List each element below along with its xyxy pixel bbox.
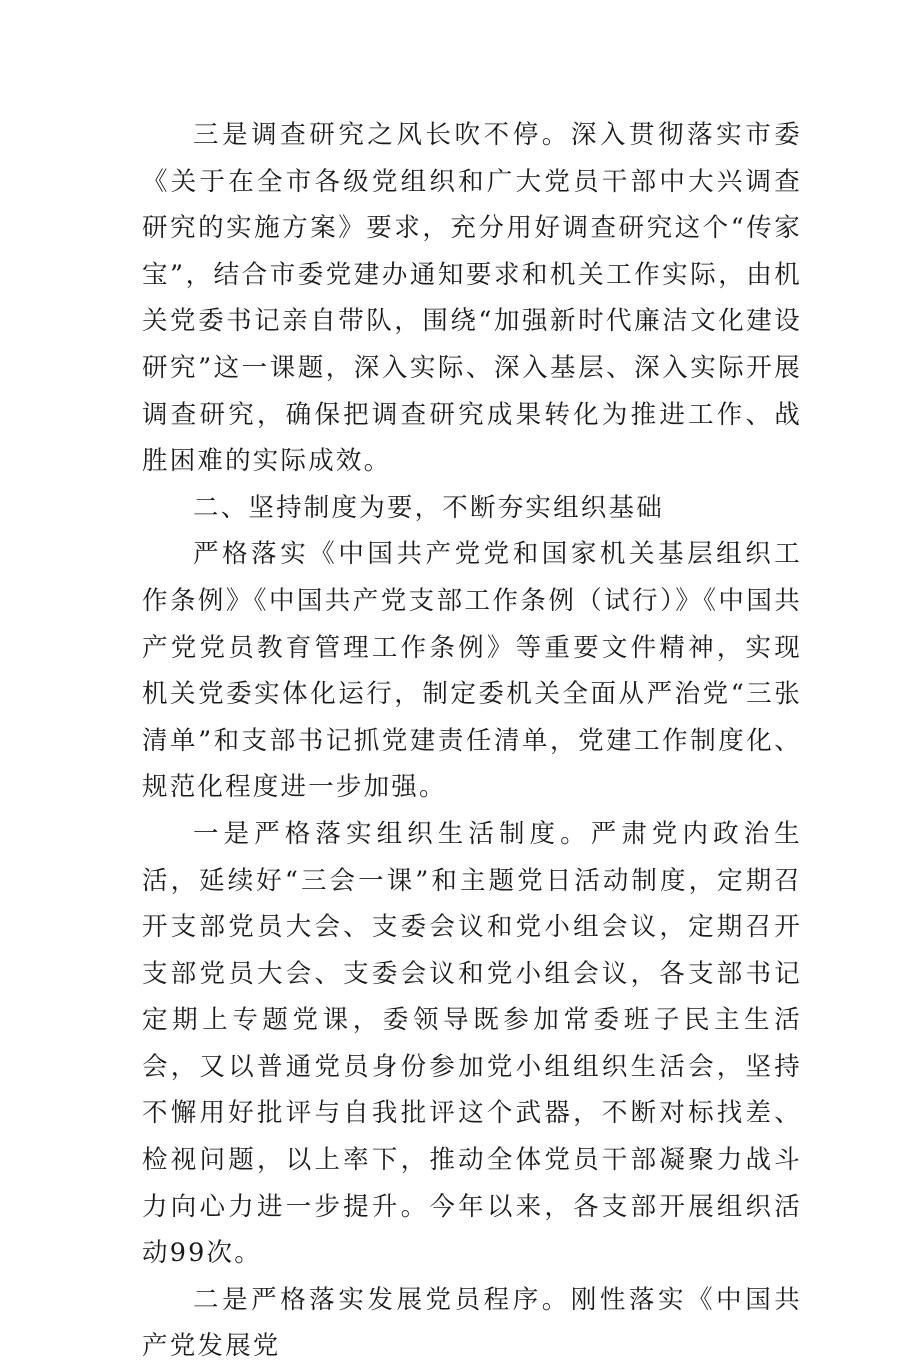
paragraph-regulations: 严格落实《中国共产党党和国家机关基层组织工作条例》《中国共产党支部工作条例（试行）》《中国共产党党员教育管理工作条例》等重要文件精神，实现机关党委实体化运行，制定委机关全面从严治党“三张清单”和支部书记抓党建责任清单，党建工作制度化、规范化程度进一步加强。 xyxy=(142,539,802,803)
section-heading-2: 二、坚持制度为要，不断夯实组织基础 xyxy=(193,492,664,523)
paragraph-member-development: 二是严格落实发展党员程序。刚性落实《中国共产党发展党 xyxy=(142,1284,802,1362)
document-body xyxy=(142,112,802,1370)
paragraph-research-style: 三是调查研究之风长吹不停。深入贯彻落实市委《关于在全市各级党组织和广大党员干部中大兴调查研究的实施方案》要求，充分用好调查研究这个“传家宝”，结合市委党建办通知要求和机关工作实际，由机关党委书记亲自带队，围绕“加强新时代廉洁文化建设研究”这一课题，深入实际、深入基层、深入实际开展调查研究，确保把调查研究成果转化为推进工作、战胜困难的实际成效。 xyxy=(142,120,802,477)
paragraph-organization-life: 一是严格落实组织生活制度。严肃党内政治生活，延续好“三会一课”和主题党日活动制度，定期召开支部党员大会、支委会议和党小组会议，定期召开支部党员大会、支委会议和党小组会议，各支部书记定期上专题党课，委领导既参加常委班子民主生活会，又以普通党员身份参加党小组组织生活会，坚持不懈用好批评与自我批评这个武器，不断对标找差、检视问题，以上率下，推动全体党员干部凝聚力战斗力向心力进一步提升。今年以来，各支部开展组织活动99次。 xyxy=(142,818,802,1269)
